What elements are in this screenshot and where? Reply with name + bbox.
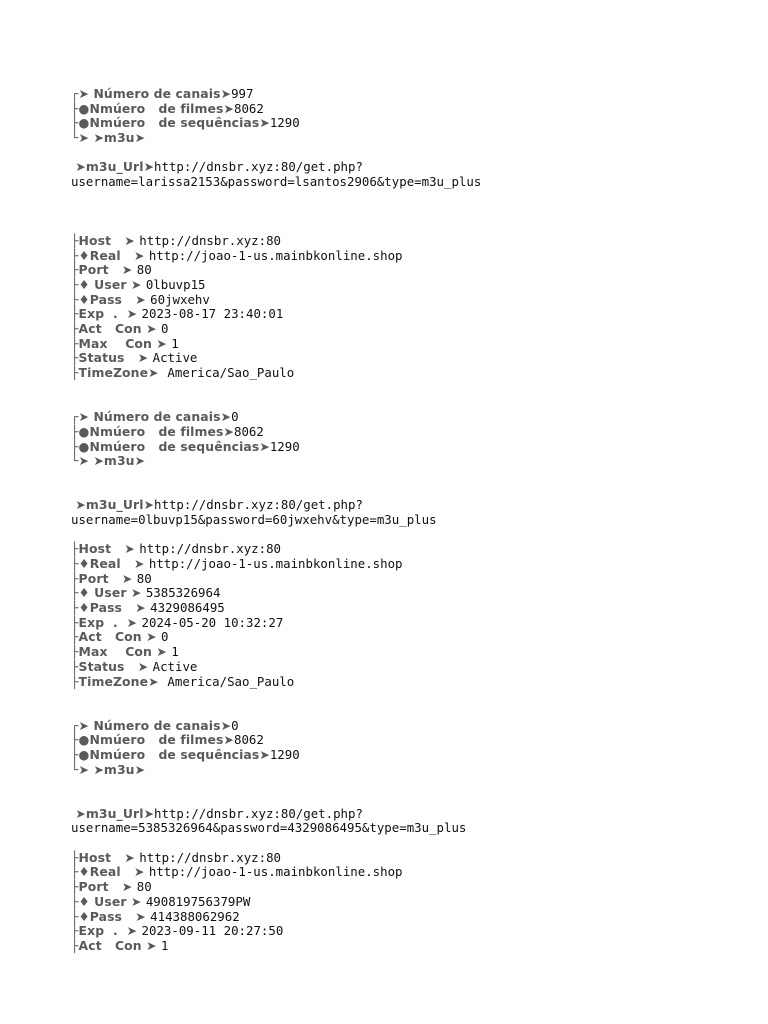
m3u-url-line <box>71 498 761 513</box>
summary-line <box>71 748 761 763</box>
summary-line <box>71 440 761 455</box>
summary-line <box>71 131 761 146</box>
server-info-block <box>71 542 761 689</box>
info-line <box>71 865 761 880</box>
field-label: └➤ ➤m3u➤ <box>71 761 146 777</box>
field-value: 0 <box>231 409 239 425</box>
field-label: ├Act Con ➤ <box>71 629 161 645</box>
field-value: 414388062962 <box>150 908 240 924</box>
info-line <box>71 278 761 293</box>
summary-line <box>71 454 761 469</box>
server-info-block <box>71 851 761 954</box>
field-label: ├♦ User ➤ <box>71 276 146 292</box>
field-label: ├●Nmúero de filmes➤ <box>71 732 234 748</box>
field-value: 0 <box>231 717 239 733</box>
summary-line <box>71 102 761 117</box>
field-label: ├●Nmúero de sequências➤ <box>71 438 270 454</box>
blank-line <box>71 381 761 396</box>
info-line <box>71 601 761 616</box>
summary-line <box>71 87 761 102</box>
summary-line <box>71 719 761 734</box>
info-line <box>71 586 761 601</box>
blank-line <box>71 469 761 484</box>
m3u-url-query: username=0lbuvp15&password=60jwxehv&type=m3u_plus <box>71 511 437 527</box>
field-value: 8062 <box>234 100 264 116</box>
field-value: 8062 <box>234 423 264 439</box>
field-value: Active <box>152 658 198 674</box>
summary-block <box>71 87 761 146</box>
field-label: ┌➤ Número de canais➤ <box>71 409 232 425</box>
field-label: ├♦ User ➤ <box>71 893 146 909</box>
summary-block <box>71 410 761 469</box>
field-label: ┌➤ Número de canais➤ <box>71 86 232 101</box>
blank-line <box>71 792 761 807</box>
field-label: ├●Nmúero de filmes➤ <box>71 423 234 439</box>
field-label: ├TimeZone➤ <box>71 673 168 689</box>
info-line <box>71 851 761 866</box>
field-value: 80 <box>136 570 152 586</box>
summary-line <box>71 425 761 440</box>
info-line <box>71 939 761 954</box>
field-value: 1 <box>171 335 179 351</box>
m3u-url-block <box>71 160 761 189</box>
field-label: ├♦Real ➤ <box>71 556 149 571</box>
field-value: http://dnsbr.xyz:80/get.php? <box>154 497 363 513</box>
field-value: 997 <box>231 86 254 101</box>
m3u-url-query: username=larissa2153&password=lsantos2906&type=m3u_plus <box>71 174 482 190</box>
field-value: http://dnsbr.xyz:80 <box>139 541 282 557</box>
field-value: 1 <box>171 644 179 660</box>
blank-line <box>71 219 761 234</box>
field-label: ├Act Con ➤ <box>71 321 161 336</box>
info-line <box>71 675 761 690</box>
info-line <box>71 660 761 675</box>
field-value: 80 <box>136 262 152 278</box>
field-value: 0 <box>161 321 169 336</box>
info-line <box>71 910 761 925</box>
field-value: 1 <box>161 937 169 953</box>
blank-line <box>71 689 761 704</box>
info-line <box>71 351 761 366</box>
blank-line <box>71 704 761 719</box>
blank-line <box>71 205 761 220</box>
field-label: ├TimeZone➤ <box>71 365 168 381</box>
blank-line <box>71 190 761 205</box>
field-label: ├●Nmúero de filmes➤ <box>71 100 234 116</box>
info-line <box>71 645 761 660</box>
document-text <box>71 87 761 954</box>
field-label: ➤m3u_Url➤ <box>71 159 155 175</box>
summary-line <box>71 410 761 425</box>
field-label: ├Host ➤ <box>71 849 140 865</box>
field-value: 490819756379PW <box>145 893 251 909</box>
field-value: 2023-08-17 23:40:01 <box>141 306 284 322</box>
blank-line <box>71 836 761 851</box>
field-label: ├♦Real ➤ <box>71 247 149 263</box>
field-label: └➤ ➤m3u➤ <box>71 130 146 146</box>
summary-block <box>71 719 761 778</box>
blank-line <box>71 777 761 792</box>
info-line <box>71 366 761 381</box>
field-label: ➤m3u_Url➤ <box>71 805 155 821</box>
m3u-url-block <box>71 807 761 836</box>
field-value: http://dnsbr.xyz:80 <box>139 849 282 865</box>
blank-line <box>71 528 761 543</box>
field-value: 80 <box>136 879 152 895</box>
m3u-url-block <box>71 498 761 527</box>
info-line <box>71 542 761 557</box>
summary-line <box>71 733 761 748</box>
field-label: ├♦Pass ➤ <box>71 291 151 307</box>
m3u-url-line <box>71 160 761 175</box>
field-label: ├●Nmúero de sequências➤ <box>71 746 270 762</box>
field-value: http://dnsbr.xyz:80 <box>139 232 282 248</box>
info-line <box>71 572 761 587</box>
blank-line <box>71 484 761 499</box>
field-label: ├Port ➤ <box>71 570 137 586</box>
field-value: 8062 <box>234 732 264 748</box>
field-value: 60jwxehv <box>150 291 210 307</box>
field-label: ├Host ➤ <box>71 541 140 557</box>
info-line <box>71 557 761 572</box>
field-label: ├Status ➤ <box>71 350 153 366</box>
field-value: http://joao-1-us.mainbkonline.shop <box>148 864 403 880</box>
field-label: ├Host ➤ <box>71 232 140 248</box>
field-label: ├Max Con ➤ <box>71 335 172 351</box>
info-line <box>71 322 761 337</box>
field-label: ├♦Pass ➤ <box>71 600 151 616</box>
field-label: ├Exp . ➤ <box>71 923 142 939</box>
m3u-url-line <box>71 807 761 822</box>
field-value: 2023-09-11 20:27:50 <box>141 923 284 939</box>
field-value: America/Sao_Paulo <box>167 673 295 689</box>
field-label: ├●Nmúero de sequências➤ <box>71 115 270 131</box>
field-value: http://dnsbr.xyz:80/get.php? <box>154 805 363 821</box>
field-label: ├Port ➤ <box>71 262 137 278</box>
info-line <box>71 263 761 278</box>
field-value: 0 <box>161 629 169 645</box>
field-value: 1290 <box>269 438 300 454</box>
info-line <box>71 337 761 352</box>
field-label: ├Act Con ➤ <box>71 937 161 953</box>
info-line <box>71 924 761 939</box>
info-line <box>71 249 761 264</box>
field-label: ├♦ User ➤ <box>71 585 146 601</box>
info-line <box>71 895 761 910</box>
blank-line <box>71 395 761 410</box>
field-label: ├♦Pass ➤ <box>71 908 151 924</box>
field-label: ├Port ➤ <box>71 879 137 895</box>
field-value: America/Sao_Paulo <box>167 365 295 381</box>
field-value: 4329086495 <box>150 600 225 616</box>
field-value: http://joao-1-us.mainbkonline.shop <box>148 556 403 571</box>
info-line <box>71 630 761 645</box>
field-value: http://dnsbr.xyz:80/get.php? <box>154 159 363 175</box>
summary-line <box>71 763 761 778</box>
field-label: ├Status ➤ <box>71 658 153 674</box>
summary-line <box>71 116 761 131</box>
field-label: ➤m3u_Url➤ <box>71 497 155 513</box>
field-label: ├Exp . ➤ <box>71 614 142 630</box>
info-line <box>71 234 761 249</box>
blank-line <box>71 146 761 161</box>
field-label: ├Max Con ➤ <box>71 644 172 660</box>
field-value: Active <box>152 350 198 366</box>
m3u-url-query: username=5385326964&password=4329086495&type=m3u_plus <box>71 820 467 836</box>
info-line <box>71 293 761 308</box>
field-label: └➤ ➤m3u➤ <box>71 453 146 469</box>
field-value: 1290 <box>269 115 300 131</box>
info-line <box>71 616 761 631</box>
field-value: 1290 <box>269 746 300 762</box>
info-line <box>71 880 761 895</box>
field-label: ┌➤ Número de canais➤ <box>71 717 232 733</box>
field-value: 2024-05-20 10:32:27 <box>141 614 284 630</box>
field-label: ├Exp . ➤ <box>71 306 142 322</box>
field-value: http://joao-1-us.mainbkonline.shop <box>148 247 403 263</box>
info-line <box>71 307 761 322</box>
field-value: 0lbuvp15 <box>145 276 206 292</box>
field-value: 5385326964 <box>145 585 221 601</box>
server-info-block <box>71 234 761 381</box>
field-label: ├♦Real ➤ <box>71 864 149 880</box>
